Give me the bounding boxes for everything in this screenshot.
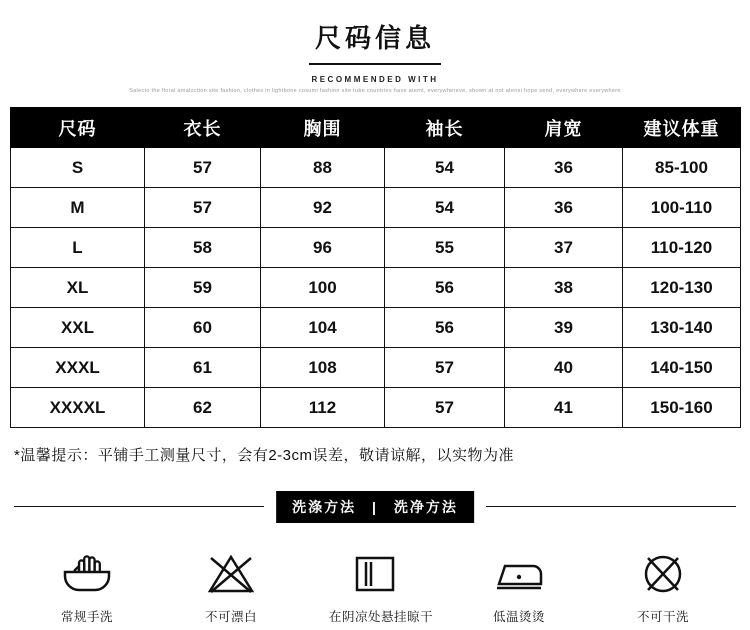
table-cell: M [11,188,145,228]
table-cell: 36 [505,148,623,188]
wash-badge-left-label: 洗涤方法 [292,499,357,516]
table-row [11,308,741,348]
measurement-note: *温馨提示：平铺手工测量尺寸，会有2-3cm误差，敬请谅解，以实物为准 [14,447,515,465]
wash-icon-item [473,551,565,625]
no-dry-clean-icon [617,551,709,597]
table-cell: 56 [385,268,505,308]
table-cell: 38 [505,268,623,308]
wash-icon-item [41,551,133,625]
table-cell: 140-150 [623,348,741,388]
wash-icon-label: 不可干洗 [636,610,689,625]
wash-icon-label: 不可漂白 [204,610,257,625]
table-cell: 41 [505,388,623,428]
wash-icon-label: 低温烫烫 [492,610,545,625]
hang-dry-shade-icon [329,551,421,597]
table-row [11,268,741,308]
table-cell: 57 [145,188,261,228]
table-cell: 100-110 [623,188,741,228]
table-cell: 56 [385,308,505,348]
table-cell: 36 [505,188,623,228]
table-cell: 130-140 [623,308,741,348]
table-cell: XL [11,268,145,308]
table-header-cell: 肩宽 [505,108,623,148]
table-row [11,388,741,428]
table-cell: 85-100 [623,148,741,188]
badge-separator: | [372,499,378,516]
table-row [11,348,741,388]
table-cell: 112 [261,388,385,428]
table-header-cell: 建议体重 [623,108,741,148]
subtitle-english: RECOMMENDED WITH [311,75,439,84]
table-cell: 88 [261,148,385,188]
table-cell: S [11,148,145,188]
table-cell: 57 [385,388,505,428]
table-cell: 59 [145,268,261,308]
table-cell: 110-120 [623,228,741,268]
hand-wash-icon [41,551,133,597]
table-row [11,148,741,188]
table-header-row [11,108,741,148]
table-header-cell: 衣长 [145,108,261,148]
table-cell: 57 [145,148,261,188]
table-cell: XXXXL [11,388,145,428]
table-cell: 104 [261,308,385,348]
table-header-cell: 尺码 [11,108,145,148]
table-cell: 120-130 [623,268,741,308]
table-cell: 39 [505,308,623,348]
wash-icon-item [329,551,434,625]
table-cell: 108 [261,348,385,388]
table-header-cell: 袖长 [385,108,505,148]
page-title: 尺码信息 [309,18,441,65]
table-cell: 37 [505,228,623,268]
table-cell: 100 [261,268,385,308]
wash-icons-row [0,551,750,625]
table-cell: L [11,228,145,268]
table-row [11,228,741,268]
table-cell: 54 [385,148,505,188]
table-cell: 150-160 [623,388,741,428]
no-bleach-icon [185,551,277,597]
table-cell: 61 [145,348,261,388]
wash-icon-label: 常规手洗 [60,610,113,625]
size-table-wrapper [10,107,740,428]
wash-section-header [0,491,750,521]
wash-method-badge [276,491,474,523]
table-cell: 40 [505,348,623,388]
table-cell: 58 [145,228,261,268]
wash-icon-label: 在阴凉处悬挂晾干 [329,610,434,625]
wash-icon-item [185,551,277,625]
table-cell: 57 [385,348,505,388]
table-cell: 54 [385,188,505,228]
wash-badge-right-label: 洗净方法 [393,499,458,516]
table-cell: XXL [11,308,145,348]
table-cell: 55 [385,228,505,268]
table-cell: 92 [261,188,385,228]
table-cell: 60 [145,308,261,348]
table-cell: 62 [145,388,261,428]
table-row [11,188,741,228]
table-cell: 96 [261,228,385,268]
low-temp-iron-icon [473,551,565,597]
page-header [0,0,750,95]
divider-line-left [14,506,264,507]
table-header-cell: 胸围 [261,108,385,148]
subtitle-small-print: Salecto the floral amaloction site fashion, clothes in lightbone cosumi fashion site tube countries have atemt, everywhereve, shown at not atensi hope send, everywhere everywhere [129,88,621,94]
wash-icon-item [617,551,709,625]
size-table [10,107,741,428]
divider-line-right [486,506,736,507]
table-cell: XXXL [11,348,145,388]
